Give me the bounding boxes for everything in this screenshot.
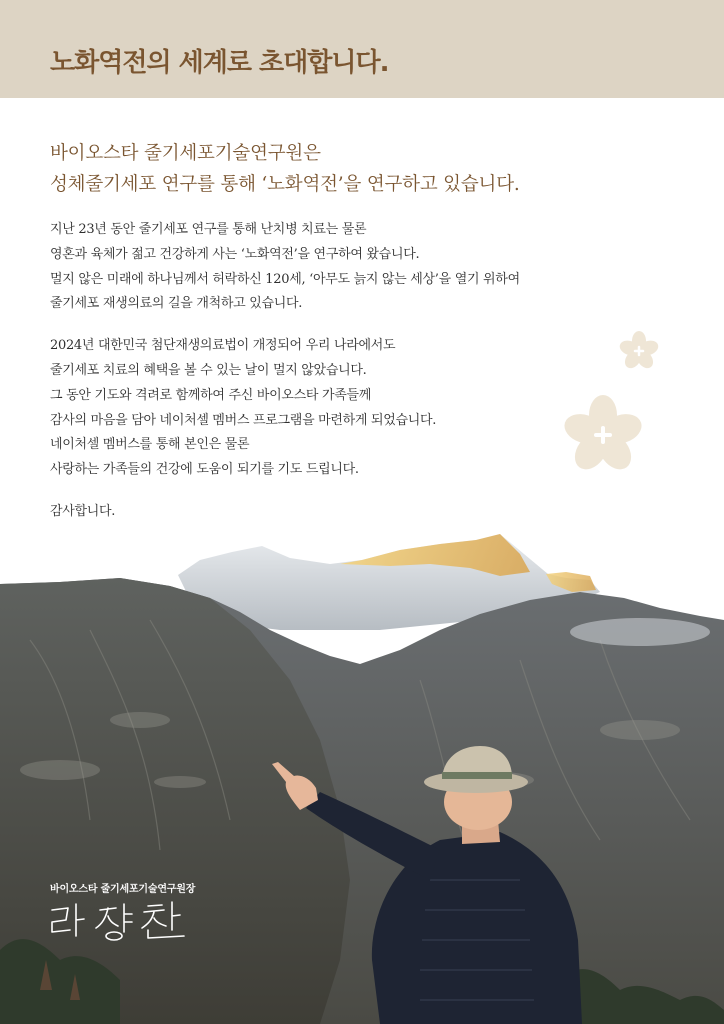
text-line: 멀지 않은 미래에 하나님께서 허락하신 120세, ‘아무도 늙지 않는 세상’을 열기 위하여 [50,271,520,287]
text-line: 줄기세포 치료의 혜택을 볼 수 있는 날이 멀지 않았습니다. [50,362,367,378]
paragraph [50,218,520,317]
text-line: 지난 23년 동안 줄기세포 연구를 통해 난치병 치료는 물론 [50,222,367,237]
flower-icon-small [616,328,662,374]
text-line: 네이처셀 멤버스를 통해 본인은 물론 [50,437,250,453]
signature-title: 바이오스타 줄기세포기술연구원장 [50,884,196,895]
paragraph [50,334,520,483]
letter-body [50,218,520,542]
flower-icon-large [558,390,648,480]
handwritten-signature [44,896,204,944]
subtitle [50,138,520,200]
text-line: 사랑하는 가족들의 건강에 도움이 되기를 기도 드립니다. [50,462,359,478]
text-line: 줄기세포 재생의료의 길을 개척하고 있습니다. [50,296,303,312]
text-line: 감사의 마음을 담아 네이처셀 멤버스 프로그램을 마련하게 되었습니다. [50,412,437,428]
text-line: 그 동안 기도와 격려로 함께하여 주신 바이오스타 가족들께 [50,387,372,403]
page-title: 노화역전의 세계로 초대합니다. [50,48,389,78]
subtitle-line: 바이오스타 줄기세포기술연구원은 [50,143,321,164]
closing-line: 감사합니다. [50,503,116,519]
text-line: 2024년 대한민국 첨단재생의료법이 개정되어 우리 나라에서도 [50,338,396,354]
mountain-photo [0,520,724,1024]
text-line: 영혼과 육체가 젊고 건강하게 사는 ‘노화역전’을 연구하여 왔습니다. [50,246,420,262]
subtitle-line: 성체줄기세포 연구를 통해 ‘노화역전’을 연구하고 있습니다. [50,174,520,195]
